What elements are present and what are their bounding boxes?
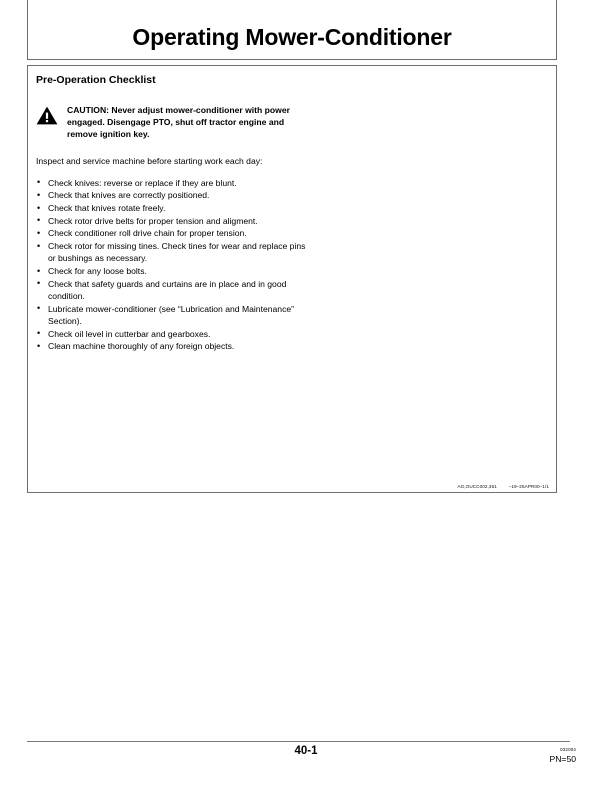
intro-paragraph: Inspect and service machine before starting work each day: bbox=[36, 155, 263, 166]
doc-reference-id: AG,OUCC002,361 bbox=[457, 484, 497, 489]
list-item: • Check rotor drive belts for proper tension and aligment. bbox=[36, 215, 308, 227]
caution-text: CAUTION: Never adjust mower-conditioner with power engaged. Disengage PTO, shut off tractor engine and remove ignition key. bbox=[67, 105, 290, 140]
list-item: • Check conditioner roll drive chain for proper tension. bbox=[36, 227, 308, 239]
footer-pn: PN=50 bbox=[549, 754, 576, 765]
warning-triangle-icon bbox=[36, 106, 58, 130]
footer-date-code: 032004 bbox=[560, 747, 576, 752]
footer-stamp bbox=[549, 748, 576, 764]
list-item: • Check knives: reverse or replace if they are blunt. bbox=[36, 177, 308, 189]
list-item: • Check oil level in cutterbar and gearboxes. bbox=[36, 328, 308, 340]
content-column bbox=[36, 104, 311, 353]
page-number: 40-1 bbox=[294, 745, 318, 757]
document-reference-code bbox=[457, 484, 549, 489]
content-panel bbox=[27, 65, 557, 493]
section-heading: Pre-Operation Checklist bbox=[36, 74, 156, 86]
caution-notice bbox=[36, 104, 311, 141]
footer-divider bbox=[27, 741, 570, 742]
page-title: Operating Mower-Conditioner bbox=[132, 24, 452, 50]
list-item: • Clean machine thoroughly of any foreign objects. bbox=[36, 340, 308, 352]
doc-reference-revision: –19–25APR00–1/1 bbox=[508, 484, 549, 489]
page-title-box bbox=[27, 0, 557, 60]
list-item: • Check that knives are correctly positioned. bbox=[36, 189, 308, 201]
list-item: • Check that knives rotate freely. bbox=[36, 202, 308, 214]
list-item: • Lubricate mower-conditioner (see “Lubrication and Maintenance” Section). bbox=[36, 303, 308, 327]
pre-operation-checklist bbox=[36, 177, 311, 353]
list-item: • Check rotor for missing tines. Check tines for wear and replace pins or bushings as necessary. bbox=[36, 240, 308, 264]
list-item: • Check for any loose bolts. bbox=[36, 265, 308, 277]
list-item: • Check that safety guards and curtains are in place and in good condition. bbox=[36, 278, 308, 302]
